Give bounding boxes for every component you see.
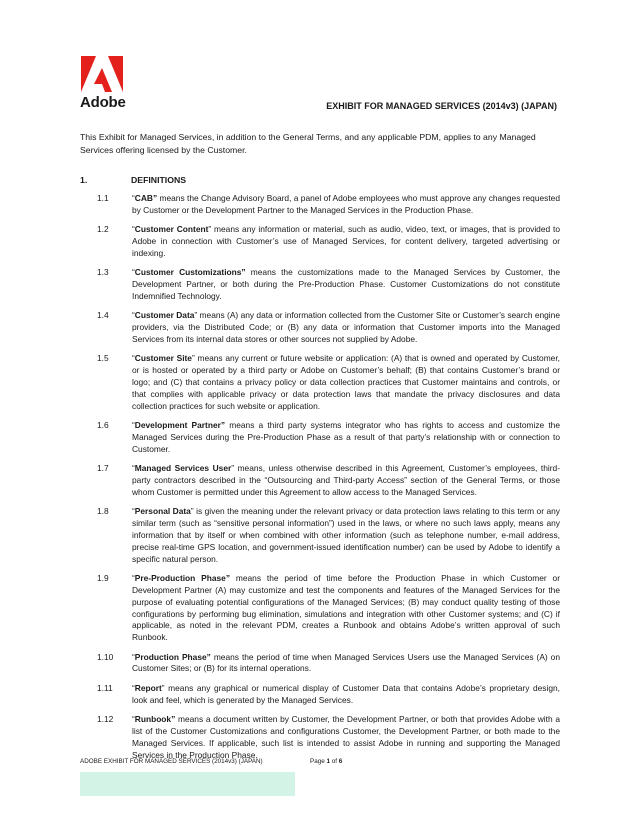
definition-item xyxy=(97,267,560,303)
definition-item xyxy=(97,506,560,566)
page-number: Page 1 of 6 xyxy=(310,758,343,765)
definition-text: “Customer Customizations” means the customizations made to the Managed Services by Customer, the Development Partner, or both during the Pre-Production Phase. Customer Customizations do not constitute Indemnified Technology. xyxy=(132,267,560,301)
defined-term: Report xyxy=(134,682,162,693)
definitions-list xyxy=(97,193,560,769)
definition-number: 1.2 xyxy=(97,224,109,235)
footer-doc-title: ADOBE EXHIBIT FOR MANAGED SERVICES (2014v3) (JAPAN) xyxy=(80,758,263,765)
definition-item xyxy=(97,652,560,676)
definition-text: “Production Phase” means the period of time when Managed Services Users use the Managed Services (A) on Customer Sites; or (B) for its internal operations. xyxy=(132,651,561,674)
definition-item xyxy=(97,683,560,707)
definition-number: 1.5 xyxy=(97,353,109,364)
section-heading xyxy=(80,175,186,185)
definition-number: 1.11 xyxy=(97,682,113,693)
definition-text: “Customer Data” means (A) any data or information collected from the Customer Site or Customer’s search engine providers, via the Distributed Code; or (B) any data or information that Customer imports into the Managed Services from its internal data stores or other sources not supplied by Adobe. xyxy=(132,310,560,344)
logo-wordmark: Adobe xyxy=(80,94,126,111)
definition-text: “Report” means any graphical or numerical display of Customer Data that contains Adobe’s proprietary design, look and feel, which is generated by the Managed Services. xyxy=(132,682,560,705)
section-title: DEFINITIONS xyxy=(131,175,187,185)
definition-item xyxy=(97,714,560,762)
highlight-box xyxy=(80,772,295,796)
defined-term: Customer Customizations” xyxy=(134,267,246,278)
adobe-logo xyxy=(80,56,128,111)
definition-item xyxy=(97,463,560,499)
definition-item xyxy=(97,193,560,217)
definition-number: 1.12 xyxy=(97,713,114,724)
defined-term: Customer Content xyxy=(134,224,209,235)
defined-term: Production Phase” xyxy=(134,651,211,662)
definition-number: 1.3 xyxy=(97,267,109,278)
defined-term: Customer Data xyxy=(134,310,195,321)
defined-term: Customer Site xyxy=(134,353,192,364)
definition-item xyxy=(97,573,560,644)
definition-text: “Pre-Production Phase” means the period of time before the Production Phase in which Customer or Development Partner (A) may customize and test the components and features of the Managed Services for the purpose of evaluating potential configurations of the Managed Services; (B) may conduct quality testing of those configurations by performing bug elimination, simulations and integration with other Customer systems; and (C) if applicable, as noted in the relevant PDM, creates a Runbook and obtains Adobe’s written approval of such Runbook. xyxy=(132,572,560,643)
defined-term: Runbook” xyxy=(134,713,176,724)
definition-number: 1.9 xyxy=(97,572,109,583)
definition-item xyxy=(97,353,560,413)
definition-item xyxy=(97,310,560,346)
definition-text: “Customer Site” means any current or future website or application: (A) that is owned and operated by Customer, or is hosted or operated by a third party or Adobe on Customer’s behalf; (B) that contains Customer’s brand or logo; and (C) that contains a privacy policy or data collection practices that Customer maintains and controls, or that complies with applicable privacy or data protection laws that mandate the privacy disclosures and data collection practices for such website or application. xyxy=(132,353,560,411)
definition-number: 1.4 xyxy=(97,310,109,321)
exhibit-title: EXHIBIT FOR MANAGED SERVICES (2014v3) (JAPAN) xyxy=(326,101,557,111)
definition-number: 1.6 xyxy=(97,419,109,430)
definition-text: “Personal Data” is given the meaning under the relevant privacy or data protection laws relating to this term or any similar term (such as “sensitive personal information”) used in the laws, or where no such laws apply, means any information that by itself or when combined with other information (such as telephone number, e-mail address, precise real-time GPS location, and government-issued identification number) can be used by Adobe to identify a specific natural person. xyxy=(132,506,560,564)
adobe-logo-icon xyxy=(80,56,124,92)
definition-number: 1.10 xyxy=(97,651,114,662)
definition-item xyxy=(97,224,560,260)
section-number: 1. xyxy=(80,175,88,185)
defined-term: Personal Data xyxy=(134,506,191,517)
definition-text: “Customer Content” means any information or material, such as audio, video, text, or images, that is provided to Adobe in connection with Customer’s use of Managed Services, for content delivery, targeted advertising or indexing. xyxy=(132,224,560,258)
defined-term: Development Partner” xyxy=(134,419,226,430)
definition-number: 1.8 xyxy=(97,506,109,517)
defined-term: Pre-Production Phase” xyxy=(134,572,231,583)
defined-term: Managed Services User xyxy=(134,463,232,473)
definition-text: “Managed Services User” means, unless otherwise described in this Agreement, Customer’s employees, third-party contractors described in the “Outsourcing and Third-party Access” section of the General Terms, or those whom Customer is permitted under this Agreement to allow access to the Managed Services. xyxy=(132,463,560,497)
definition-number: 1.1 xyxy=(97,193,109,203)
intro-paragraph: This Exhibit for Managed Services, in addition to the General Terms, and any applicable PDM, applies to any Managed Services offering licensed by the Customer. xyxy=(80,132,536,155)
definition-text: “Development Partner” means a third party systems integrator who has rights to access and customize the Managed Services during the Pre-Production Phase as a result of that party’s relationship with or connection to Customer. xyxy=(132,419,560,454)
definition-item xyxy=(97,420,560,456)
footer xyxy=(80,758,343,765)
definition-text: “Runbook” means a document written by Customer, the Development Partner, or both that provides Adobe with a list of the Customer Customizations and configurations Customer, the Development Partner, or both made to the Managed Services. If applicable, such list is intended to assist Adobe in running and supporting the Managed Services in the Production Phase. xyxy=(132,713,560,760)
definition-text: “CAB” means the Change Advisory Board, a panel of Adobe employees who must approve any changes requested by Customer or the Development Partner to the Managed Services in the Production Phase. xyxy=(132,193,560,215)
defined-term: CAB” xyxy=(134,193,158,203)
definition-number: 1.7 xyxy=(97,463,109,473)
